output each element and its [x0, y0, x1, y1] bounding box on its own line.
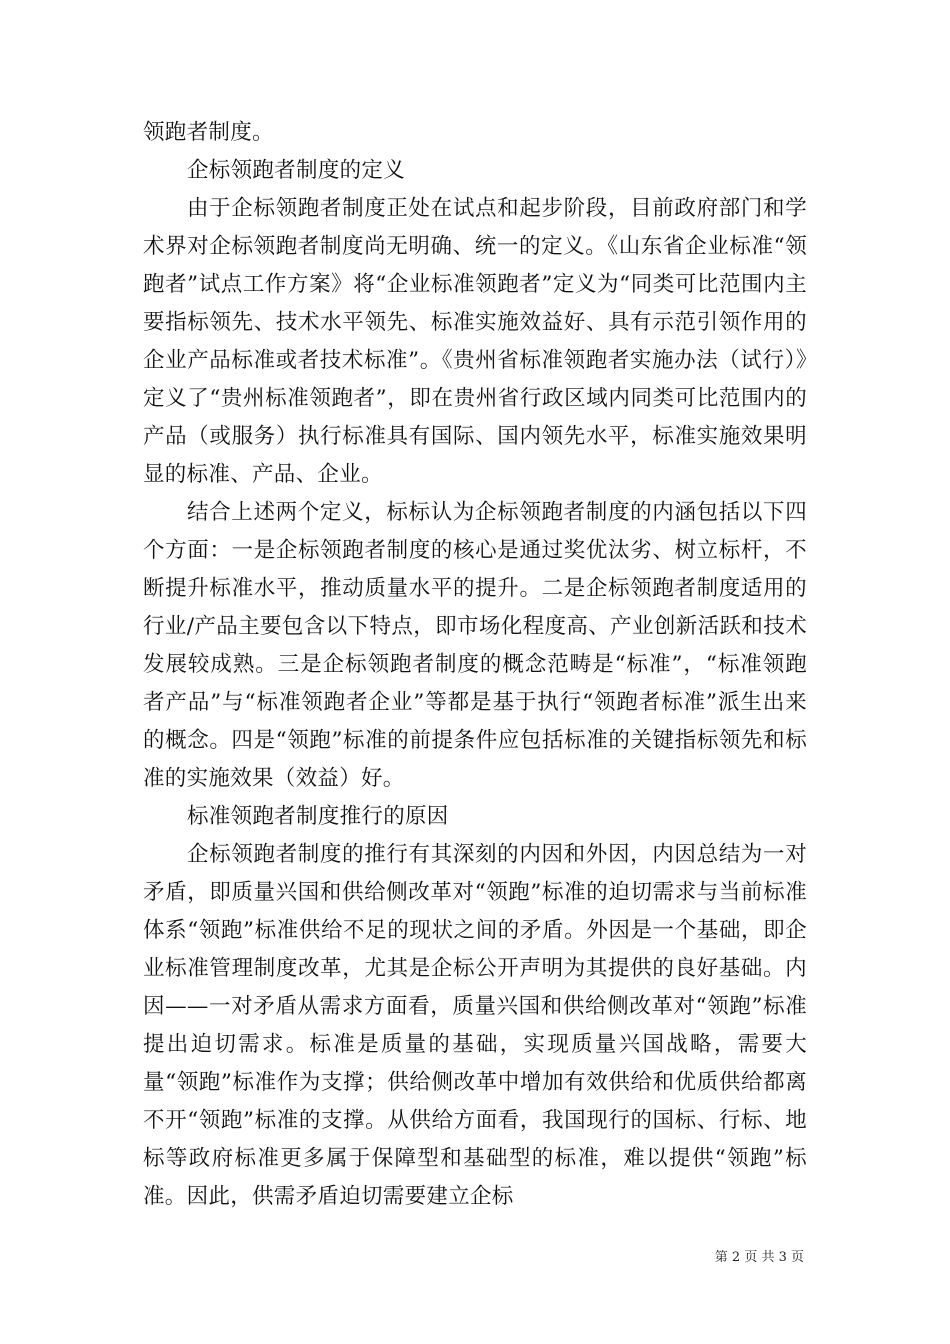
- paragraph-reasons: 企标领跑者制度的推行有其深刻的内因和外因，内因总结为一对矛盾，即质量兴国和供给侧改革对“领跑”标准的迫切需求与当前标准体系“领跑”标准供给不足的现状之间的矛盾。外因是一个基础，即企业标准管理制度改革，尤其是企标公开声明为其提供的良好基础。内因——一对矛盾从需求方面看，质量兴国和供给侧改革对“领跑”标准提出迫切需求。标准是质量的基础，实现质量兴国战略，需要大量“领跑”标准作为支撑；供给侧改革中增加有效供给和优质供给都离不开“领跑”标准的支撑。从供给方面看，我国现行的国标、行标、地标等政府标准更多属于保障型和基础型的标准，难以提供“领跑”标准。因此，供需矛盾迫切需要建立企标: [143, 842, 807, 1209]
- paragraph-connotation: 结合上述两个定义，标标认为企标领跑者制度的内涵包括以下四个方面：一是企标领跑者制度的核心是通过奖优汰劣、树立标杆，不断提升标准水平，推动质量水平的提升。二是企标领跑者制度适用的行业/产品主要包含以下特点，即市场化程度高、产业创新活跃和技术发展较成熟。三是企标领跑者制度的概念范畴是“标准”，“标准领跑者产品”与“标准领跑者企业”等都是基于执行“领跑者标准”派生出来的概念。四是“领跑”标准的前提条件应包括标准的关键指标领先和标准的实施效果（效益）好。: [143, 500, 807, 791]
- section-heading-reasons: 标准领跑者制度推行的原因: [187, 804, 449, 829]
- paragraph-definition: 由于企标领跑者制度正处在试点和起步阶段，目前政府部门和学术界对企标领跑者制度尚无明确、统一的定义。《山东省企业标准“领跑者”试点工作方案》将“企业标准领跑者”定义为“同类可比范围内主要指标领先、技术水平领先、标准实施效益好、具有示范引领作用的企业产品标准或者技术标准”。《贵州省标准领跑者实施办法（试行）》定义了“贵州标准领跑者”，即在贵州省行政区域内同类可比范围内的产品（或服务）执行标准具有国际、国内领先水平，标准实施效果明显的标准、产品、企业。: [143, 196, 807, 487]
- paragraph-continuation: 领跑者制度。: [143, 120, 274, 145]
- document-body: [143, 114, 807, 1216]
- section-heading-definition: 企标领跑者制度的定义: [187, 158, 406, 183]
- page-number: 第 2 页 共 3 页: [714, 1250, 804, 1265]
